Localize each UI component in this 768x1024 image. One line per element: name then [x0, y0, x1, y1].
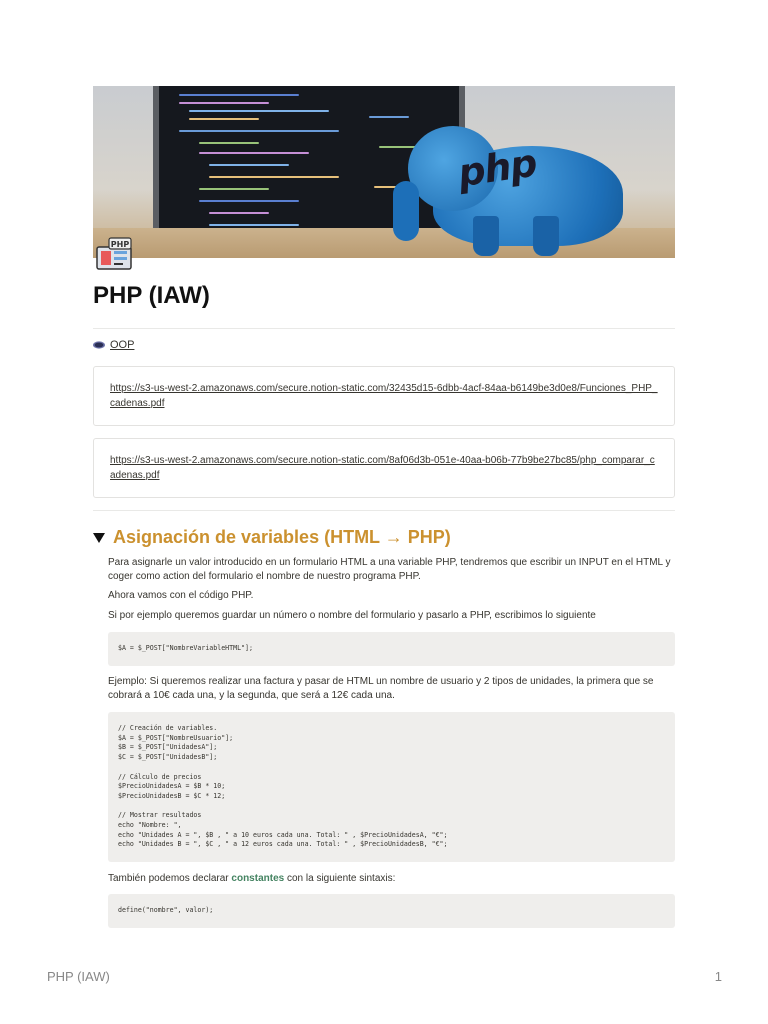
cover-image — [93, 86, 675, 258]
page-icon[interactable] — [95, 237, 133, 271]
paragraph: Si por ejemplo queremos guardar un número o nombre del formulario y pasarlo a PHP, escribimos lo siguiente — [108, 610, 596, 621]
code-block[interactable]: // Creación de variables. $A = $_POST["NombreUsuario"]; $B = $_POST["UnidadesA"]; $C = $_POST["UnidadesB"]; // Cálculo de precios $PrecioUnidadesA = $B * 10; $PrecioUnidadesB = $C * 12; // Mostrar resultados echo "Nombre: ", echo "Unidades A = ", $B , " a 10 euros cada una. Total: " , $PrecioUnidadesA, "€"; echo "Unidades B = ", $C , " a 12 euros cada una. Total: " , $PrecioUnidadesB, "€"; — [108, 712, 675, 862]
page-number: 1 — [714, 969, 722, 984]
elephant-leg — [473, 216, 499, 256]
php-elephant-icon — [93, 341, 105, 349]
text: con la siguiente sintaxis: — [284, 873, 396, 884]
highlighted-text: constantes — [231, 873, 285, 884]
svg-text:PHP: PHP — [110, 240, 130, 249]
paragraph: Para asignarle un valor introducido en un formulario HTML a una variable PHP, tendremos que escribir un INPUT en el HTML y coger como action del formulario el nombre de nuestro programa PHP. — [108, 557, 671, 582]
code-block[interactable]: $A = $_POST["NombreVariableHTML"]; — [108, 632, 675, 666]
elephant-leg — [533, 216, 559, 256]
oop-link[interactable]: OOP — [110, 339, 135, 351]
text: También podemos declarar — [108, 873, 232, 884]
bookmark-card[interactable] — [93, 438, 675, 498]
paragraph: Ahora vamos con el código PHP. — [108, 590, 254, 601]
divider — [93, 328, 675, 329]
toggle-section-header[interactable] — [93, 527, 451, 548]
php-logo-text: php — [455, 140, 540, 196]
footer-title: PHP (IAW) — [47, 969, 110, 984]
php-document-icon — [95, 237, 133, 271]
toggle-triangle-icon[interactable] — [93, 533, 105, 543]
elephant-trunk — [393, 181, 419, 241]
page-title: PHP (IAW) — [93, 282, 210, 309]
paragraph: Ejemplo: Si queremos realizar una factura y pasar de HTML un nombre de usuario y 2 tipos de unidades, la primera que se cobrará a 10€ cada una, y la segunda, que será a 12€ cada una. — [108, 676, 654, 701]
section-heading: Asignación de variables (HTML → PHP) — [113, 527, 451, 547]
bookmark-card[interactable] — [93, 366, 675, 426]
bookmark-url[interactable]: https://s3-us-west-2.amazonaws.com/secure.notion-static.com/8af06d3b-051e-40aa-b06b-77b9be27bc85/php_comparar_cadenas.pdf — [110, 455, 655, 481]
paragraph — [108, 872, 676, 886]
divider — [93, 510, 675, 511]
oop-link-row[interactable] — [93, 339, 134, 351]
bookmark-url[interactable]: https://s3-us-west-2.amazonaws.com/secure.notion-static.com/32435d15-6dbb-4acf-84aa-b6149be3d0e8/Funciones_PHP_cadenas.pdf — [110, 383, 658, 409]
code-block[interactable]: define("nombre", valor); — [108, 894, 675, 928]
